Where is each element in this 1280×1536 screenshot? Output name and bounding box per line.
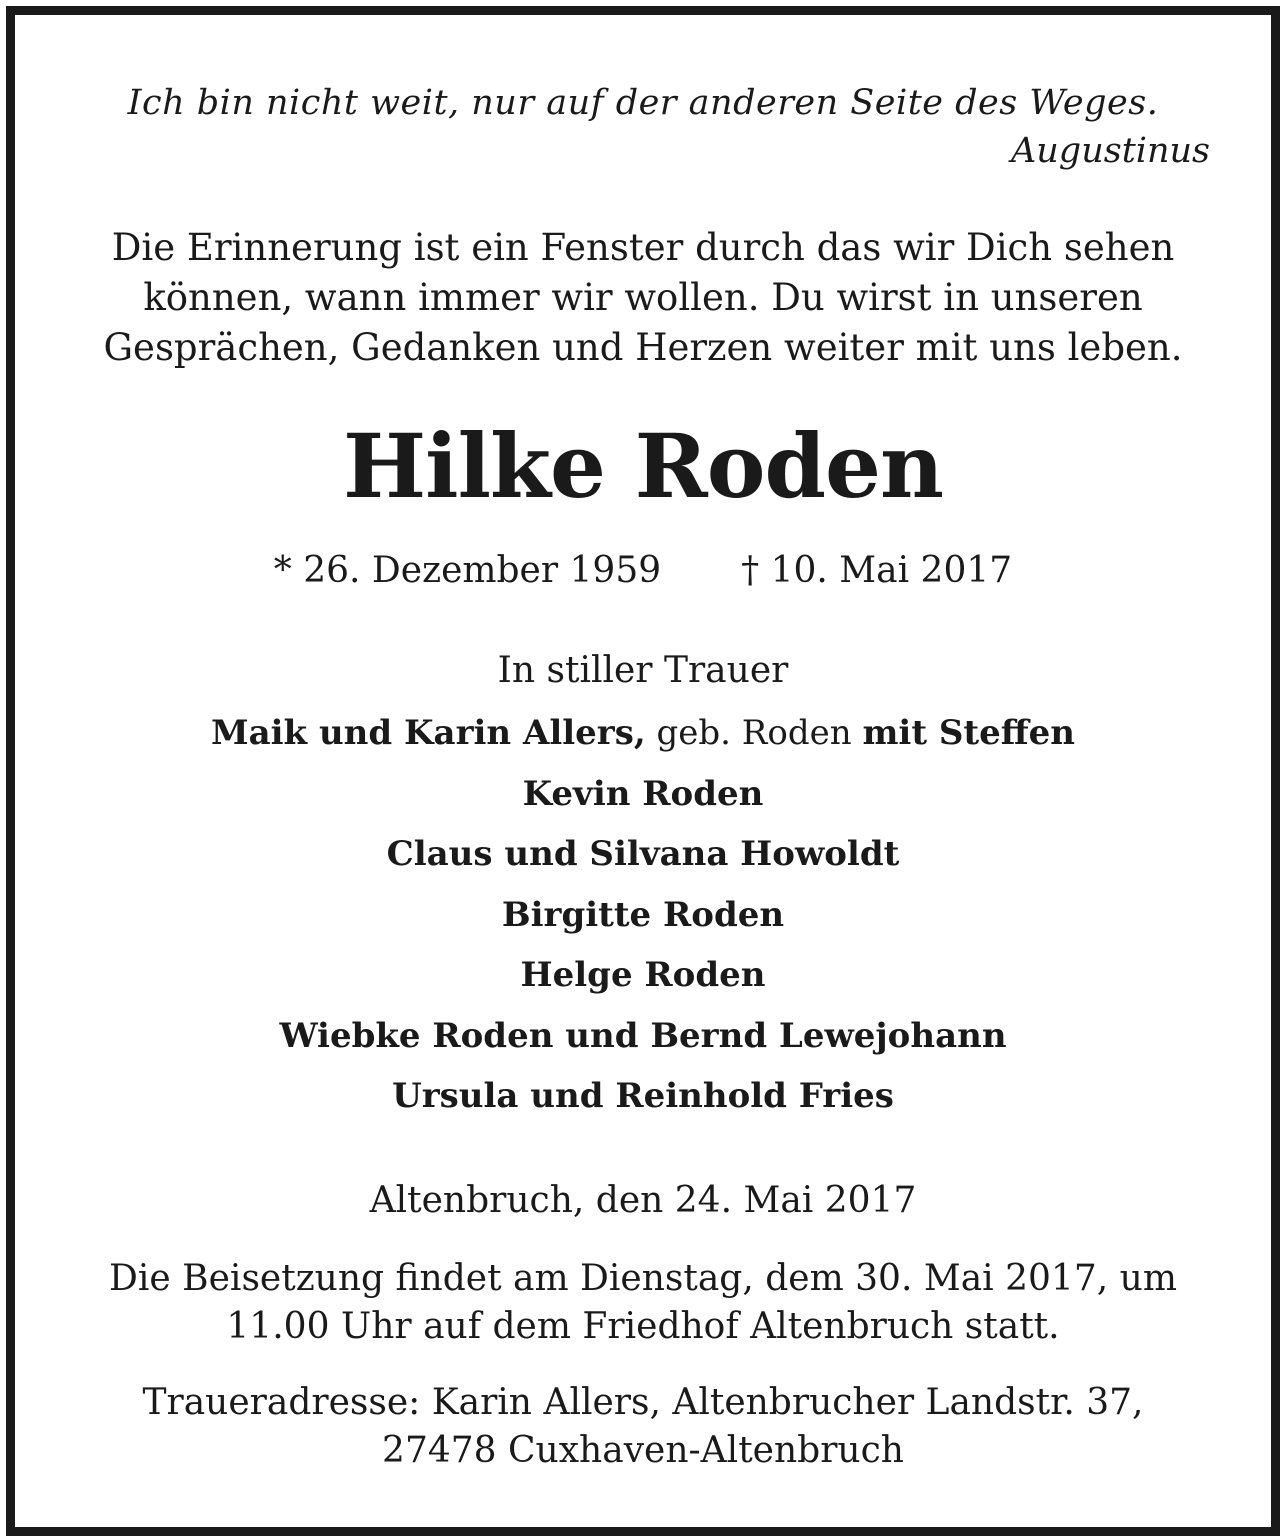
memory-line: Gesprächen, Gedanken und Herzen weiter mit uns leben. bbox=[103, 326, 1183, 369]
place-and-date: Altenbruch, den 24. Mai 2017 bbox=[369, 1180, 917, 1221]
funeral-info bbox=[60, 1255, 1226, 1351]
mourner-note: geb. Roden bbox=[645, 713, 863, 753]
deceased-name: Hilke Roden bbox=[343, 414, 943, 518]
life-dates bbox=[60, 547, 1226, 595]
mourner-name: Claus und Silvana Howoldt bbox=[386, 834, 900, 874]
mourner-row bbox=[60, 951, 1226, 1012]
mourner-name: mit Steffen bbox=[862, 713, 1076, 753]
mourner-name: Wiebke Roden und Bernd Lewejohann bbox=[279, 1015, 1007, 1056]
address-line: 27478 Cuxhaven-Altenbruch bbox=[382, 1430, 904, 1471]
memory-line: können, wann immer wir wollen. Du wirst in unseren bbox=[143, 276, 1143, 319]
mourner-row bbox=[60, 830, 1226, 891]
memory-line: Die Erinnerung ist ein Fenster durch das wir Dich sehen bbox=[111, 226, 1175, 269]
mourner-name: Maik und Karin Allers, bbox=[210, 713, 646, 753]
mourner-name: Kevin Roden bbox=[522, 773, 764, 814]
mourner-row bbox=[60, 1072, 1226, 1133]
mourning-intro: In stiller Trauer bbox=[497, 650, 789, 691]
memory-paragraph bbox=[60, 223, 1226, 373]
funeral-line: Die Beisetzung findet am Dienstag, dem 30. Mai 2017, um bbox=[109, 1258, 1177, 1299]
funeral-line: 11.00 Uhr auf dem Friedhof Altenbruch statt. bbox=[226, 1306, 1060, 1347]
mourners-list bbox=[60, 709, 1226, 1133]
birth-date: * 26. Dezember 1959 bbox=[273, 550, 662, 591]
quote-text: Ich bin nicht weit, nur auf der anderen Seite des Weges. bbox=[127, 83, 1159, 123]
mourner-row bbox=[60, 1012, 1226, 1073]
mourner-row bbox=[60, 709, 1226, 770]
mourner-row bbox=[60, 770, 1226, 831]
mourner-name: Helge Roden bbox=[520, 955, 766, 995]
obituary-notice bbox=[6, 6, 1280, 1536]
quote-author: Augustinus bbox=[1010, 131, 1210, 171]
mourner-name: Birgitte Roden bbox=[501, 894, 785, 935]
death-date: † 10. Mai 2017 bbox=[741, 550, 1013, 591]
address-line: Traueradresse: Karin Allers, Altenbrucher Landstr. 37, bbox=[142, 1382, 1144, 1423]
mourning-address bbox=[60, 1379, 1226, 1475]
mourner-name: Ursula und Reinhold Fries bbox=[392, 1076, 894, 1116]
mourner-row bbox=[60, 891, 1226, 952]
